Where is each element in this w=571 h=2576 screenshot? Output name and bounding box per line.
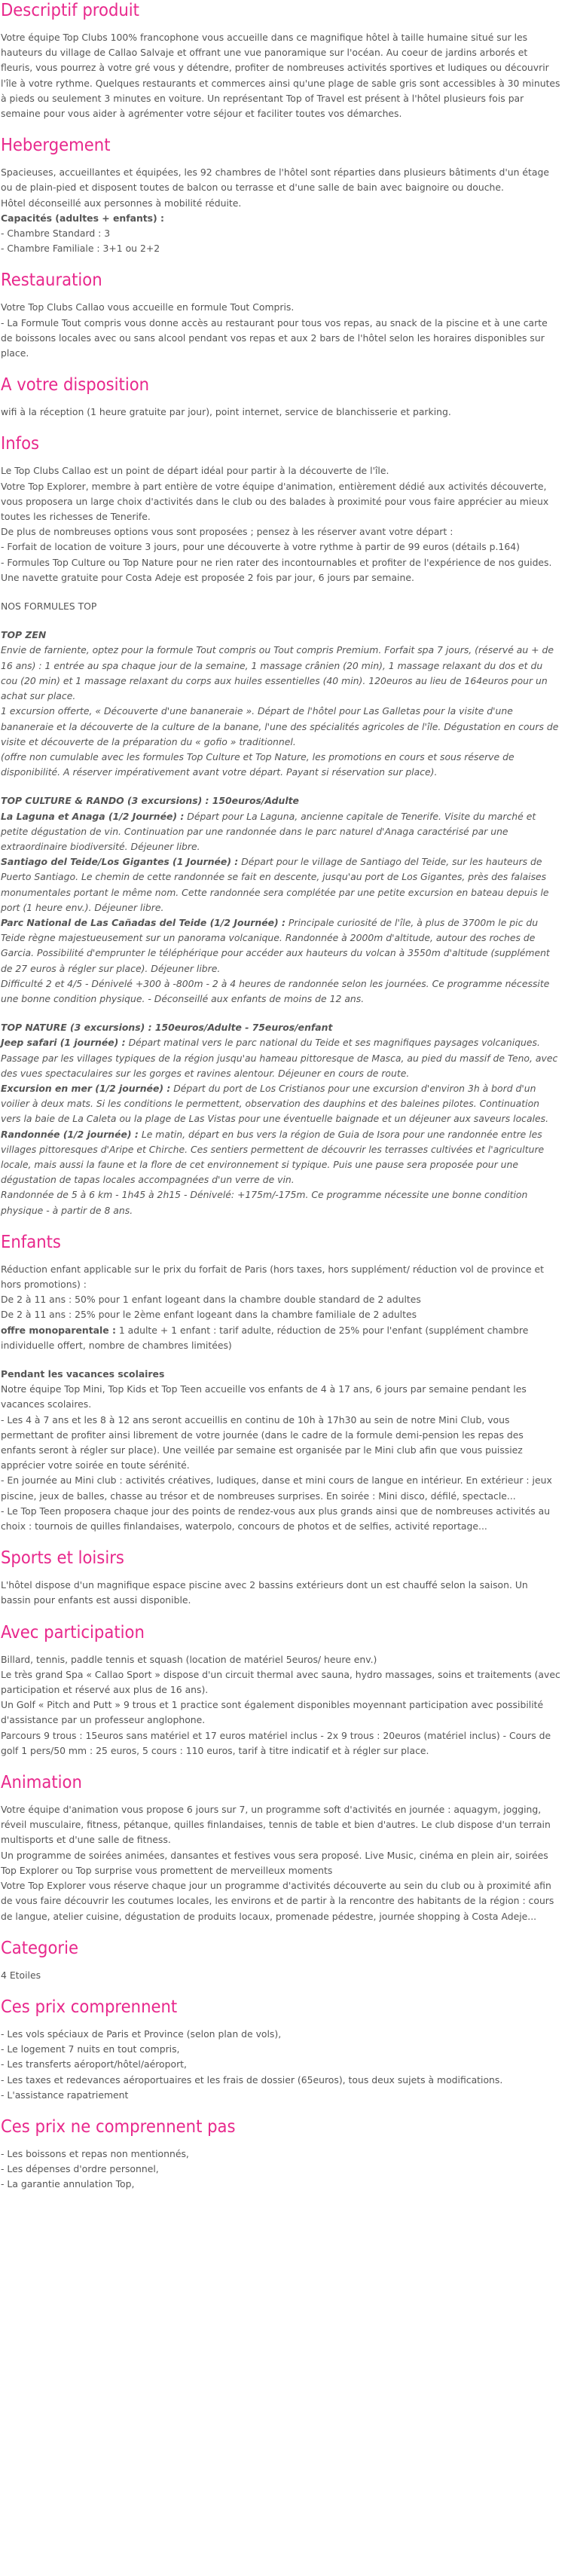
section-descriptif [1, 0, 560, 121]
section-title-avec-participation: Avec participation [1, 1622, 145, 1642]
text-block [1, 1968, 560, 1983]
section-prix-ne-comprennent-pas [1, 2116, 560, 2193]
text-line [1, 915, 560, 976]
line-lead: Parc National de Las Cañadas del Teide (1/2 Journée) : [1, 916, 286, 928]
section-avec-participation [1, 1622, 560, 1759]
section-restauration [1, 270, 560, 361]
text-line: 1 excursion offerte, « Découverte d'une bananeraie ». Départ de l'hôtel pour Las Galletas pour la visite d'une bananeraie et la découverte de la culture de la banane, l'une des spécialités agricoles de l'île. Dégustation en cours de visite et découverte de la préparation du « gofio » traditionnel. [1, 705, 559, 747]
text-block [1, 1020, 560, 1218]
text-line: - Forfait de location de voiture 3 jours, pour une découverte à votre rythme à partir de 99 euros (détails p.164) [1, 541, 520, 553]
text-line: - Chambre Standard : 3 [1, 228, 111, 240]
text-line: Votre Top Explorer, membre à part entière de votre équipe d'animation, entièrement dédié aux activités découverte, vous proposera un large choix d'activités dans le club ou des balades à proximité pour vous faire apprécier au mieux toutes les richesses de Tenerife. [1, 480, 549, 523]
text-block [1, 628, 560, 780]
text-line: (offre non cumulable avec les formules Top Culture et Top Nature, les promotions en cours et sous réserve de disponibilité. A réserver impérativement avant votre départ. Payant si réservation sur place). [1, 750, 515, 778]
text-line: TOP ZEN [1, 629, 47, 641]
text-line: Hôtel déconseillé aux personnes à mobilité réduite. [1, 197, 242, 209]
section-title-descriptif: Descriptif produit [1, 1, 139, 20]
text-line: Notre équipe Top Mini, Top Kids et Top Teen accueille vos enfants de 4 à 17 ans, 6 jours par semaine pendant les vacances scolaires. [1, 1383, 527, 1410]
text-block [1, 1262, 560, 1353]
text-block [1, 1578, 560, 1608]
text-line: - Les boissons et repas non mentionnés, [1, 2147, 189, 2159]
text-line: Spacieuses, accueillantes et équipées, les 92 chambres de l'hôtel sont réparties dans plusieurs bâtiments d'un étage ou de plain-pied et disposent toutes de balcon ou terrasse et d'une salle de bain avec baignoire ou douche. [1, 167, 549, 194]
section-title-restauration: Restauration [1, 270, 102, 291]
text-line: - Les 4 à 7 ans et les 8 à 12 ans seront accueillis en continu de 10h à 17h30 au sein de notre Mini Club, vous permettant de profiter ainsi librement de votre journée (dans le cadre de la formule demi-pension les repas des enfants seront à régler sur place). Une veillée par semaine est organisée par le Mini club afin que vous puissiez apprécier votre soirée en toute sérénité. [1, 1413, 524, 1471]
line-lead: Jeep safari (1 journée) : [1, 1037, 126, 1049]
section-title-enfants: Enfants [1, 1232, 61, 1252]
line-lead: offre monoparentale : [1, 1324, 116, 1336]
line-text: Départ pour La Laguna, ancienne capitale de Tenerife. Visite du marché et petite dégustation de vin. Continuation par une randonnée dans le parc naturel d'Anaga caractérisé par une extraordinaire biodiversité. Déjeuner libre. [1, 810, 536, 852]
section-animation [1, 1772, 560, 1924]
text-line: Pendant les vacances scolaires [1, 1368, 165, 1380]
line-lead: Randonnée (1/2 journée) : [1, 1128, 139, 1140]
text-line: Votre Top Explorer vous réserve chaque jour un programme d'activités découverte au sein du club ou à proximité afin de vous faire découvrir les coutumes locales, les environs et de partir à la rencontre des habitants de la région : cours de langue, atelier cuisine, dégustation de produits locaux, promenade pédestre, journée shopping à Costa Adeje... [1, 1880, 554, 1922]
text-block [1, 793, 560, 1007]
text-line: - Le logement 7 nuits en tout compris, [1, 2043, 180, 2055]
text-line: - En journée au Mini club : activités créatives, ludiques, danse et mini cours de langue en intérieur. En extérieur : jeux piscine, jeux de balles, chasse au trésor et de nombreuses surprises. En soirée : Mini disco, défilé, spectacle... [1, 1474, 552, 1502]
line-text: Départ pour le village de Santiago del Teide, sur les hauteurs de Puerto Santiago. Le chemin de cette randonnée se fait en descente, jusqu'au port de Los Gigantes, près des falaises monumentales portant le même nom. Cette randonnée sera complétée par une petite excursion en bateau depuis le port (1 heure env.). Déjeuner libre. [1, 856, 549, 913]
text-line [1, 1127, 560, 1188]
section-title-disposition: A votre disposition [1, 375, 150, 396]
section-title-categorie: Categorie [1, 1938, 79, 1958]
text-line: 4 Etoiles [1, 1969, 41, 1981]
line-text: 1 adulte + 1 enfant : tarif adulte, réduction de 25% pour l'enfant (supplément chambre individuelle offert, nombre de chambres limitées) [1, 1324, 529, 1351]
line-lead: Santiago del Teide/Los Gigantes (1 Journée) : [1, 856, 239, 868]
text-line: - Les taxes et redevances aéroportuaires et les frais de dossier (65euros), tous deux sujets à modifications. [1, 2073, 503, 2086]
text-line: Parcours 9 trous : 15euros sans matériel et 17 euros matériel inclus - 2x 9 trous : 20euros (matériel inclus) - Cours de golf 1 pers/50 mm : 25 euros, 5 cours : 110 euros, tarif à titre indicatif et à régler sur place. [1, 1729, 551, 1756]
text-line: NOS FORMULES TOP [1, 600, 97, 613]
line-text: Le matin, départ en bus vers la région de Guia de Isora pour une randonnée entre les villages pittoresques d'Aripe et Chirche. Ces sentiers permettent de découvrir les terrasses cultivées et l'agriculture locale, mais aussi la faune et la flore de cet environnement si typique. Puis une pause sera proposée pour une dégustation de tapas locales accompagnées d'un verre de vin. [1, 1128, 545, 1186]
text-block [1, 30, 560, 121]
text-block [1, 1652, 560, 1759]
text-line: - Le Top Teen proposera chaque jour des points de rendez-vous aux plus grands ainsi que de nombreuses activités au choix : tournois de quilles finlandaises, waterpolo, concours de photos et de selfies, activité reportage... [1, 1505, 551, 1532]
text-block [1, 300, 560, 361]
text-block [1, 463, 560, 585]
text-line: - Les transferts aéroport/hôtel/aéroport, [1, 2058, 187, 2070]
text-block [1, 1802, 560, 1924]
text-line: Votre Top Clubs Callao vous accueille en formule Tout Compris. [1, 301, 295, 313]
text-line: Le très grand Spa « Callao Sport » dispose d'un circuit thermal avec sauna, hydro massages, soins et traitements (avec participation et réservé aux plus de 16 ans). [1, 1668, 560, 1696]
text-line: wifi à la réception (1 heure gratuite par jour), point internet, service de blanchisserie et parking. [1, 406, 451, 418]
text-line: Difficulté 2 et 4/5 - Dénivelé +300 à -800m - 2 à 4 heures de randonnée selon les journées. Ce programme nécessite une bonne condition physique. - Déconseillé aux enfants de moins de 12 ans. [1, 977, 550, 1004]
line-text: Principale curiosité de l'île, à plus de 3700m le pic du Teide règne majestueusement sur un panorama volcanique. Randonnée à 2000m d'altitude, autour des roches de Garcia. Possibilité d'emprunter le téléphérique pour accéder aux hauteurs du volcan à 3550m d'altitude (supplément de 27 euros à régler sur place). Déjeuner libre. [1, 916, 550, 974]
text-line [1, 1081, 560, 1127]
section-title-infos: Infos [1, 434, 40, 454]
text-line: L'hôtel dispose d'un magnifique espace piscine avec 2 bassins extérieurs dont un est chauffé selon la saison. Un bassin pour enfants est aussi disponible. [1, 1579, 528, 1606]
text-line: Capacités (adultes + enfants) : [1, 212, 164, 224]
text-line [1, 854, 560, 915]
text-block [1, 599, 560, 614]
text-line: TOP CULTURE & RANDO (3 excursions) : 150euros/Adulte [1, 795, 299, 807]
text-line: De 2 à 11 ans : 25% pour le 2ème enfant logeant dans la chambre familiale de 2 adultes [1, 1309, 417, 1321]
text-line [1, 1323, 560, 1353]
line-lead: Excursion en mer (1/2 journée) : [1, 1082, 171, 1094]
section-infos [1, 433, 560, 1218]
text-line: Réduction enfant applicable sur le prix du forfait de Paris (hors taxes, hors supplément/ réduction vol de province et hors promotions) : [1, 1263, 544, 1290]
text-line: Billard, tennis, paddle tennis et squash (location de matériel 5euros/ heure env.) [1, 1653, 377, 1665]
text-line: - Formules Top Culture ou Top Nature pour ne rien rater des incontournables et profiter de l'expérience de nos guides. Une navette gratuite pour Costa Adeje est proposée 2 fois par jour, 6 jours par semaine. [1, 556, 552, 583]
line-text: Départ matinal vers le parc national du Teide et ses magnifiques paysages volcaniques. Passage par les villages typiques de la région jusqu'au hameau pittoresque de Masca, au pied du massif de Teno, avec des vues spectaculaires sur les gorges et ravines alentour. Déjeuner en cours de route. [1, 1037, 558, 1079]
text-line: - Les dépenses d'ordre personnel, [1, 2163, 159, 2175]
text-line: - Chambre Familiale : 3+1 ou 2+2 [1, 243, 160, 255]
line-lead: La Laguna et Anaga (1/2 Journée) : [1, 810, 185, 822]
section-title-sports: Sports et loisirs [1, 1548, 124, 1569]
text-line: Un Golf « Pitch and Putt » 9 trous et 1 practice sont également disponibles moyennant participation avec possibilité d'assistance par un professeur anglophone. [1, 1699, 544, 1726]
text-block [1, 1367, 560, 1534]
text-line: - L'assistance rapatriement [1, 2089, 129, 2101]
text-line: De plus de nombreuses options vous sont proposées ; pensez à les réserver avant votre départ : [1, 526, 453, 538]
line-text: Départ du port de Los Cristianos pour une excursion d'environ 3h à bord d'un voilier à deux mats. Si les conditions le permettent, observation des dauphins et des baleines pilotes. Continuation vers la baie de La Caleta ou la plage de Las Vistas pour une éventuelle baignade et un déjeuner aux saveurs locales. [1, 1082, 549, 1125]
text-line: TOP NATURE (3 excursions) : 150euros/Adulte - 75euros/enfant [1, 1022, 333, 1034]
section-sports [1, 1548, 560, 1608]
section-enfants [1, 1232, 560, 1534]
text-line: - La Formule Tout compris vous donne accès au restaurant pour tous vos repas, au snack de la piscine et à une carte de boissons locales avec ou sans alcool pendant vos repas et aux 2 bars de l'hôtel selon les horaires disponibles sur place. [1, 316, 548, 359]
text-line [1, 809, 560, 855]
text-block [1, 165, 560, 256]
section-title-prix-comprennent: Ces prix comprennent [1, 1997, 178, 2017]
text-line: De 2 à 11 ans : 50% pour 1 enfant logeant dans la chambre double standard de 2 adultes [1, 1294, 421, 1306]
text-line: Votre équipe d'animation vous propose 6 jours sur 7, un programme soft d'activités en journée : aquagym, jogging, réveil musculaire, fitness, pétanque, quilles finlandaises, tennis de table et bien d'autres. Le club dispose d'un terrain multisports et d'une salle de fitness. [1, 1804, 551, 1846]
section-categorie [1, 1938, 560, 1983]
text-block [1, 2147, 560, 2193]
text-block [1, 405, 560, 420]
section-title-animation: Animation [1, 1773, 82, 1793]
text-line: Envie de farniente, optez pour la formule Tout compris ou Tout compris Premium. Forfait spa 7 jours, (réservé au + de 16 ans) : 1 entrée au spa chaque jour de la semaine, 1 massage crânien (20 min), 1 massage relaxant du dos et du cou (20 min) et 1 massage relaxant du corps aux huiles essentielles (40 min). 120euros au lieu de 164euros pour un achat sur place. [1, 644, 554, 702]
section-title-prix-ne-comprennent-pas: Ces prix ne comprennent pas [1, 2116, 236, 2137]
text-line: - Les vols spéciaux de Paris et Province (selon plan de vols), [1, 2027, 282, 2040]
text-line: - La garantie annulation Top, [1, 2178, 135, 2190]
text-line: Le Top Clubs Callao est un point de départ idéal pour partir à la découverte de l'île. [1, 465, 389, 477]
section-hebergement [1, 135, 560, 256]
section-disposition [1, 374, 560, 420]
section-prix-comprennent [1, 1997, 560, 2103]
text-line: Un programme de soirées animées, dansantes et festives vous sera proposé. Live Music, cinéma en plein air, soirées Top Explorer ou Top surprise vous promettent de merveilleux moments [1, 1849, 548, 1876]
text-line: Randonnée de 5 à 6 km - 1h45 à 2h15 - Dénivelé: +175m/-175m. Ce programme nécessite une bonne condition physique - à partir de 8 ans. [1, 1189, 528, 1216]
text-line: Votre équipe Top Clubs 100% francophone vous accueille dans ce magnifique hôtel à taille humaine situé sur les hauteurs du village de Callao Salvaje et offrant une vue panoramique sur l'océan. Au coeur de jardins arborés et fleuris, vous pourrez à votre gré vous y détendre, profiter de nombreuses activités sportives et ludiques ou découvrir l'île à votre rythme. Quelques restaurants et commerces ainsi qu'une plage de sable gris sont accessibles à 30 minutes à pieds ou seulement 3 minutes en voiture. Un représentant Top of Travel est présent à l'hôtel plusieurs fois par semaine pour vous aider à agrémenter votre séjour et faciliter toutes vos démarches. [1, 32, 560, 120]
section-title-hebergement: Hebergement [1, 136, 111, 156]
text-line [1, 1035, 560, 1081]
text-block [1, 2027, 560, 2103]
